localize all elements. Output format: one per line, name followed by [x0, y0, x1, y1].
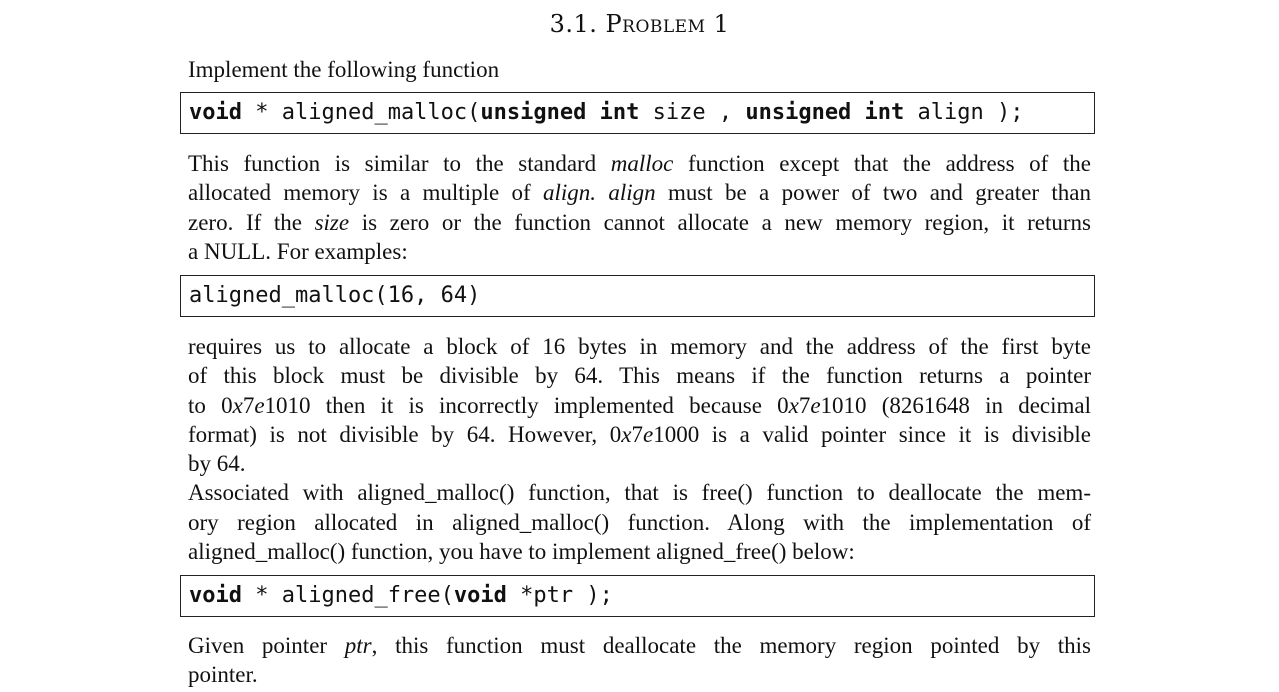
- description-paragraph: This function is similar to the standard malloc function except that the address of the allocated memory is a multiple of align. align must be a power of two and greater than zero. If the size is zero or the function cannot allocate a new memory region, it returns a NULL. For examples:: [188, 151, 1091, 264]
- section-heading: [0, 10, 1279, 38]
- code-block-aligned-malloc: void * aligned_malloc(unsigned int size , unsigned int align );: [180, 92, 1095, 134]
- section-title: Problem 1: [605, 10, 730, 38]
- closing-paragraph: Given pointer ptr, this function must deallocate the memory region pointed by this pointer.: [188, 633, 1092, 688]
- explanation-paragraph: requires us to allocate a block of 16 bytes in memory and the address of the first byte of this block must be divisible by 64. This means if the function returns a pointer to 0x7e1010 then it is incorrectly implemented because 0x7e1010 (8261648 in decimal format) is not divisible by 64. However, 0x7e1000 is a valid pointer since it is divisible by 64. Associated with aligned_malloc() function, that is free() function to deallocate the mem- ory region allocated in aligned_malloc() function. Along with the implementation of aligned_malloc() function, you have to implement aligned_free() below:: [188, 334, 1091, 565]
- intro-text: Implement the following function: [188, 57, 500, 82]
- code-block-example: aligned_malloc(16, 64): [180, 275, 1095, 317]
- section-number: 3.1.: [549, 10, 598, 38]
- code-block-aligned-free: void * aligned_free(void *ptr );: [180, 575, 1095, 617]
